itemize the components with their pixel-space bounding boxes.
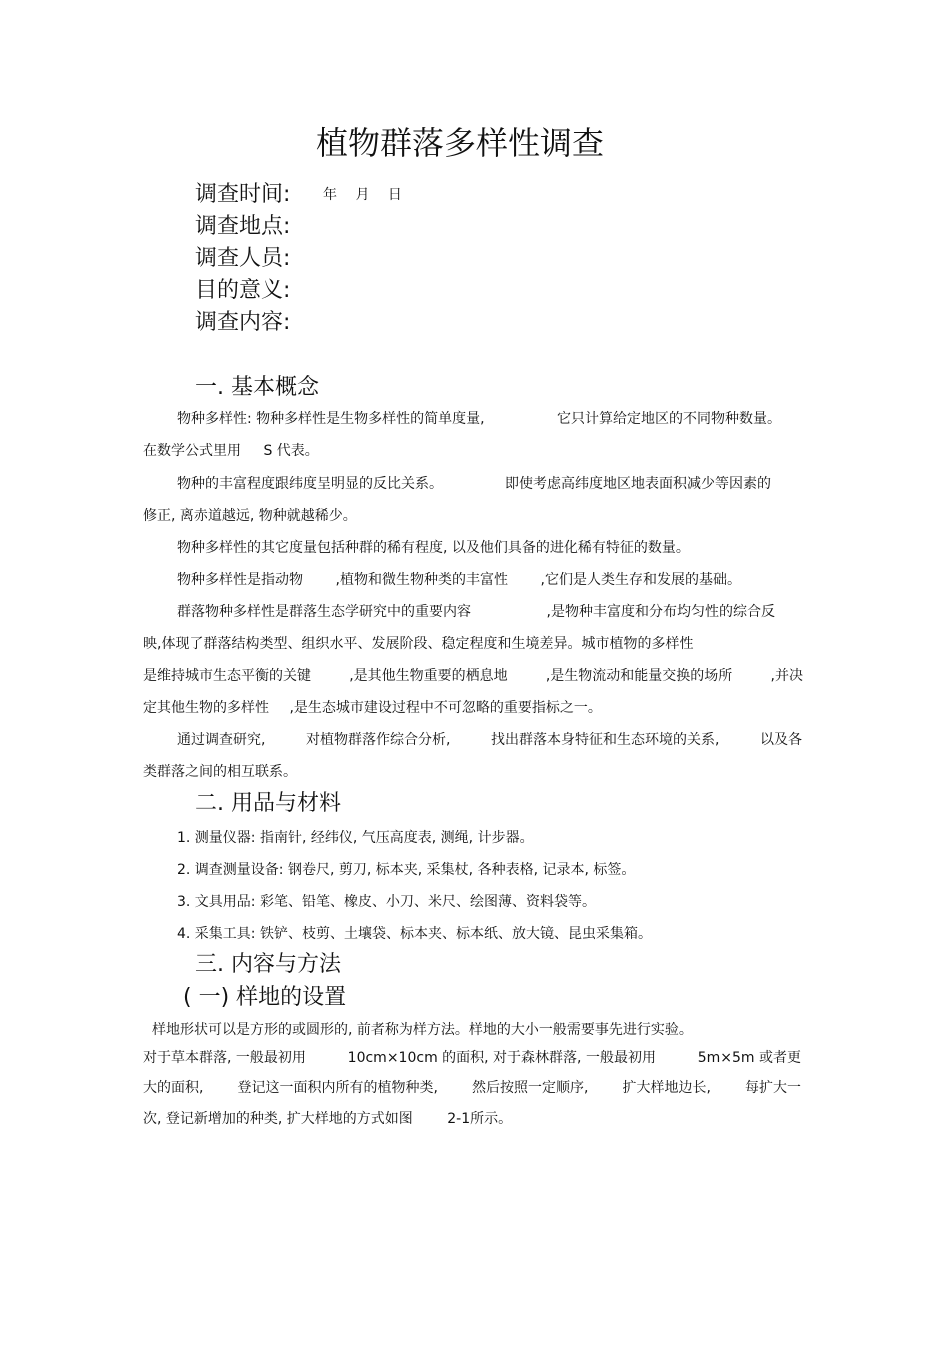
text-segment: ,是生物流动和能量交换的场所 bbox=[545, 668, 733, 684]
text-segment: 是维持城市生态平衡的关键 bbox=[143, 668, 311, 684]
list-item: 2. 调查测量设备: 钢卷尺, 剪刀, 标本夹, 采集杖, 各种表格, 记录本, 标签。 bbox=[177, 862, 636, 878]
text-segment: 登记这一面积内所有的植物种类, bbox=[237, 1080, 438, 1096]
paragraph-line bbox=[152, 1019, 693, 1039]
text-segment: 找出群落本身特征和生态环境的关系, bbox=[491, 732, 720, 748]
survey-location-label: 调查地点: bbox=[195, 214, 291, 239]
text-segment: 即使考虑高纬度地区地表面积减少等因素的 bbox=[505, 476, 771, 492]
paragraph-line bbox=[177, 408, 781, 428]
list-item: 1. 测量仪器: 指南针, 经纬仪, 气压高度表, 测绳, 计步器。 bbox=[177, 830, 534, 846]
text-segment: 物种多样性的其它度量包括种群的稀有程度, 以及他们具备的进化稀有特征的数量。 bbox=[177, 540, 690, 556]
paragraph-line bbox=[143, 697, 602, 717]
paragraph-line bbox=[143, 440, 319, 460]
paragraph-line bbox=[177, 601, 775, 621]
paragraph-line bbox=[143, 761, 297, 781]
text-segment: ,植物和微生物种类的丰富性 bbox=[335, 572, 508, 588]
text-segment: 对于草本群落, 一般最初用 bbox=[143, 1050, 306, 1066]
text-segment: 群落物种多样性是群落生态学研究中的重要内容 bbox=[177, 604, 471, 620]
text-segment: 通过调查研究, bbox=[177, 732, 266, 748]
section-1-heading: 一. 基本概念 bbox=[195, 375, 319, 400]
section-2-heading: 二. 用品与材料 bbox=[195, 791, 341, 816]
text-segment: 定其他生物的多样性 bbox=[143, 700, 269, 716]
text-segment: 修正, 离赤道越远, 物种就越稀少。 bbox=[143, 508, 357, 524]
text-segment: 样地形状可以是方形的或圆形的, 前者称为样方法。样地的大小一般需要事先进行实验。 bbox=[152, 1022, 693, 1038]
text-segment: ,是其他生物重要的栖息地 bbox=[349, 668, 508, 684]
text-segment: ,是物种丰富度和分布均匀性的综合反 bbox=[546, 604, 775, 620]
paragraph-line bbox=[143, 633, 693, 653]
document-title: 植物群落多样性调查 bbox=[315, 124, 604, 162]
paragraph-line bbox=[177, 569, 741, 589]
text-segment: 对植物群落作综合分析, bbox=[306, 732, 451, 748]
subsection-heading: ( 一) 样地的设置 bbox=[183, 985, 347, 1010]
list-item: 4. 采集工具: 铁铲、枝剪、土壤袋、标本夹、标本纸、放大镜、昆虫采集箱。 bbox=[177, 926, 652, 942]
text-segment: 扩大样地边长, bbox=[622, 1080, 711, 1096]
text-segment: 然后按照一定顺序, bbox=[472, 1080, 589, 1096]
text-segment: 10cm×10cm 的面积, 对于森林群落, 一般最初用 bbox=[347, 1050, 656, 1066]
text-segment: 物种多样性是指动物 bbox=[177, 572, 303, 588]
text-segment: 类群落之间的相互联系。 bbox=[143, 764, 297, 780]
text-segment: 次, 登记新增加的种类, 扩大样地的方式如图 bbox=[143, 1111, 413, 1127]
text-segment: 物种的丰富程度跟纬度呈明显的反比关系。 bbox=[177, 476, 443, 492]
section-3-heading: 三. 内容与方法 bbox=[195, 952, 341, 977]
paragraph-line bbox=[143, 665, 803, 685]
survey-personnel-label: 调查人员: bbox=[195, 246, 291, 271]
text-segment: ,并决 bbox=[770, 668, 803, 684]
survey-time-label: 调查时间: bbox=[195, 182, 291, 207]
text-segment: 物种多样性: 物种多样性是生物多样性的简单度量, bbox=[177, 411, 485, 427]
date-hint: 年 月 日 bbox=[323, 187, 402, 203]
purpose-label: 目的意义: bbox=[195, 278, 291, 303]
text-segment: S 代表。 bbox=[263, 443, 319, 459]
survey-content-label: 调查内容: bbox=[195, 310, 291, 335]
paragraph-line bbox=[177, 473, 771, 493]
text-segment: 5m×5m 或者更 bbox=[697, 1050, 801, 1066]
text-segment: 在数学公式里用 bbox=[143, 443, 241, 459]
paragraph-line bbox=[177, 537, 690, 557]
text-segment: ,是生态城市建设过程中不可忽略的重要指标之一。 bbox=[289, 700, 602, 716]
paragraph-line bbox=[177, 729, 802, 749]
text-segment: 它只计算给定地区的不同物种数量。 bbox=[557, 411, 781, 427]
list-item: 3. 文具用品: 彩笔、铅笔、橡皮、小刀、米尺、绘图薄、资料袋等。 bbox=[177, 894, 596, 910]
text-segment: 大的面积, bbox=[143, 1080, 204, 1096]
paragraph-line bbox=[143, 1047, 801, 1067]
text-segment: ,它们是人类生存和发展的基础。 bbox=[540, 572, 741, 588]
text-segment: 映,体现了群落结构类型、组织水平、发展阶段、稳定程度和生境差异。城市植物的多样性 bbox=[143, 636, 694, 652]
text-segment: 2-1所示。 bbox=[447, 1111, 513, 1127]
text-segment: 以及各 bbox=[760, 732, 802, 748]
paragraph-line bbox=[143, 1077, 801, 1097]
paragraph-line bbox=[143, 505, 357, 525]
text-segment: 每扩大一 bbox=[745, 1080, 801, 1096]
paragraph-line bbox=[143, 1108, 512, 1128]
